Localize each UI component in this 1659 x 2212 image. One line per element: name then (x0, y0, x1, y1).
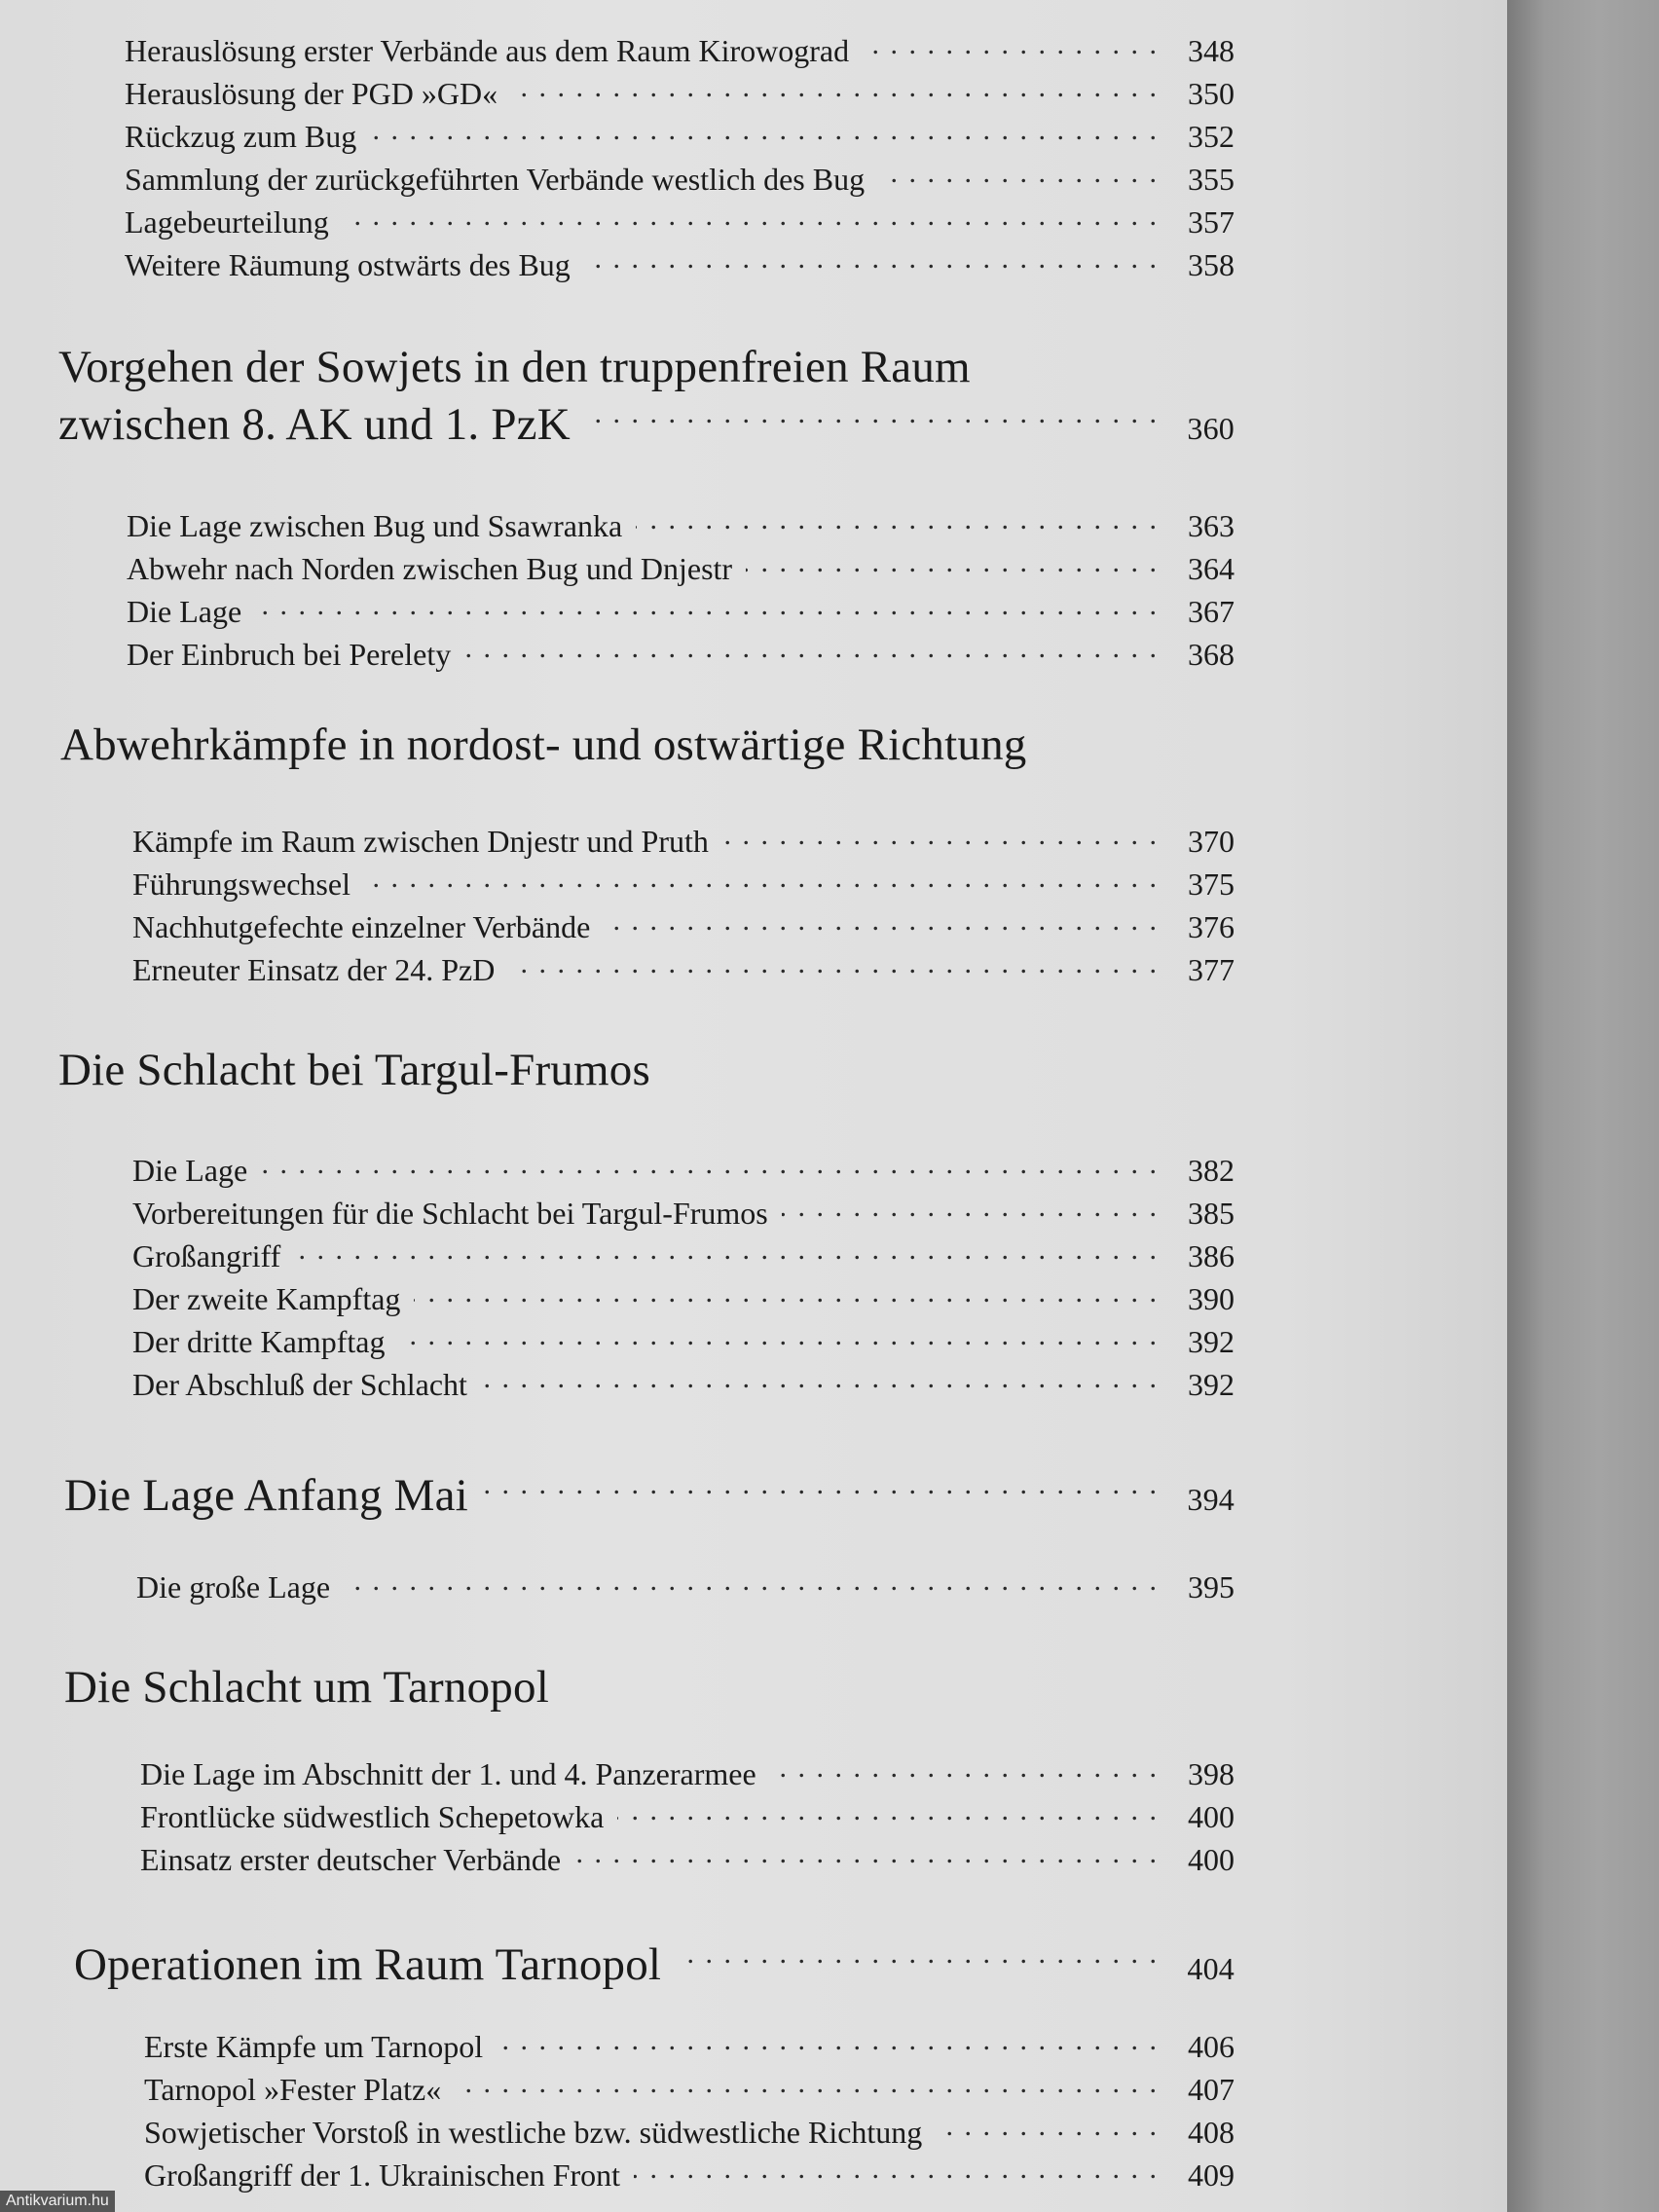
leader-dots (636, 505, 1159, 536)
leader-dots (398, 1321, 1159, 1352)
leader-dots (604, 906, 1159, 938)
leader-dots (508, 949, 1159, 980)
leader-dots (294, 1235, 1159, 1267)
toc-entries-3 (132, 1149, 1235, 1406)
toc-section-1 (58, 341, 1235, 455)
toc-entry: Erste Kämpfe um Tarnopol . . . 406 (144, 2025, 1235, 2068)
toc-entry: Lagebeurteilung . . . 357 (125, 201, 1235, 243)
leader-dots (482, 1464, 1159, 1510)
leader-dots (584, 244, 1159, 276)
toc-entry: Die Lage . . . 382 (132, 1149, 1235, 1192)
leader-dots (261, 1150, 1159, 1181)
toc-entry: Tarnopol »Fester Platz« . . . 407 (144, 2068, 1235, 2111)
leader-dots (634, 2155, 1159, 2186)
toc-entries-4 (136, 1566, 1235, 1608)
toc-entry: Großangriff der 1. Ukrainischen Front . . . 409 (144, 2154, 1235, 2196)
chapter-heading: Abwehrkämpfe in nordost- und ostwärtige Richtung (60, 719, 1027, 770)
toc-section-3 (58, 1044, 1235, 1096)
toc-entry: Die Lage . . . 367 (127, 590, 1235, 633)
toc-entries-6 (144, 2025, 1235, 2196)
toc-section-0 (125, 29, 1235, 286)
leader-dots (255, 591, 1159, 622)
leader-dots (511, 73, 1159, 104)
toc-entry: Erneuter Einsatz der 24. PzD . . . 377 (132, 948, 1235, 991)
leader-dots (344, 1567, 1159, 1598)
chapter-heading: Operationen im Raum Tarnopol . . . 404 (74, 1934, 1235, 1995)
leader-dots (481, 1364, 1159, 1395)
toc-section-5 (64, 1661, 1235, 1714)
leader-dots (863, 30, 1159, 61)
chapter-heading-line2: zwischen 8. AK und 1. PzK . . . 360 (58, 393, 1235, 455)
toc-section-2 (60, 719, 1235, 771)
leader-dots (455, 2069, 1159, 2100)
watermark: Antikvarium.hu (0, 2191, 115, 2212)
toc-entry: Herauslösung erster Verbände aus dem Raum Kirowograd . . . 348 (125, 29, 1235, 72)
toc-entry: Die große Lage . . . 395 (136, 1566, 1235, 1608)
toc-entry: Rückzug zum Bug . . . 352 (125, 115, 1235, 158)
leader-dots (746, 548, 1159, 579)
chapter-heading: Die Lage Anfang Mai . . . 394 (64, 1464, 1235, 1526)
toc-entry: Nachhutgefechte einzelner Verbände . . . 376 (132, 905, 1235, 948)
chapter-heading: Vorgehen der Sowjets in den truppenfreien Raum (58, 342, 971, 392)
leader-dots (574, 1839, 1159, 1870)
toc-entry: Der dritte Kampftag . . . 392 (132, 1320, 1235, 1363)
toc-entry: Der Einbruch bei Perelety . . . 368 (127, 633, 1235, 676)
leader-dots (936, 2112, 1159, 2143)
toc-entry: Herauslösung der PGD »GD« . . . 350 (125, 72, 1235, 115)
leader-dots (675, 1934, 1159, 1979)
leader-dots (770, 1753, 1159, 1785)
toc-entry: Abwehr nach Norden zwischen Bug und Dnjestr . . . 364 (127, 547, 1235, 590)
leader-dots (464, 634, 1159, 665)
toc-entry: Sowjetischer Vorstoß in westliche bzw. südwestliche Richtung . . . 408 (144, 2111, 1235, 2154)
leader-dots (782, 1193, 1159, 1224)
toc-entry: Führungswechsel . . . 375 (132, 863, 1235, 905)
leader-dots (722, 821, 1159, 852)
toc-entries-1 (127, 504, 1235, 676)
toc-entries-2 (132, 820, 1235, 991)
toc-entry: Frontlücke südwestlich Schepetowka . . . 400 (140, 1795, 1235, 1838)
leader-dots (584, 393, 1159, 439)
toc-section-4 (64, 1464, 1235, 1526)
toc-entry: Einsatz erster deutscher Verbände . . . 400 (140, 1838, 1235, 1881)
toc-entry: Die Lage im Abschnitt der 1. und 4. Panzerarmee . . . 398 (140, 1752, 1235, 1795)
toc-entry: Großangriff . . . 386 (132, 1235, 1235, 1277)
toc-section-6 (74, 1934, 1235, 1995)
page-edge-shadow (1507, 0, 1659, 2212)
toc-entry: Vorbereitungen für die Schlacht bei Targul-Frumos . . . 385 (132, 1192, 1235, 1235)
toc-entry: Die Lage zwischen Bug und Ssawranka . . . 363 (127, 504, 1235, 547)
leader-dots (617, 1796, 1159, 1827)
chapter-heading: Die Schlacht um Tarnopol (64, 1662, 549, 1713)
leader-dots (370, 116, 1159, 147)
toc-entries-5 (140, 1752, 1235, 1881)
leader-dots (497, 2026, 1159, 2057)
toc-entry: Sammlung der zurückgeführten Verbände westlich des Bug . . . 355 (125, 158, 1235, 201)
leader-dots (364, 864, 1159, 895)
leader-dots (878, 159, 1159, 190)
chapter-heading: Die Schlacht bei Targul-Frumos (58, 1045, 650, 1095)
toc-entry: Kämpfe im Raum zwischen Dnjestr und Pruth . . . 370 (132, 820, 1235, 863)
toc-entry: Der zweite Kampftag . . . 390 (132, 1277, 1235, 1320)
toc-entry: Der Abschluß der Schlacht . . . 392 (132, 1363, 1235, 1406)
leader-dots (414, 1278, 1159, 1309)
toc-entry: Weitere Räumung ostwärts des Bug . . . 358 (125, 243, 1235, 286)
leader-dots (343, 202, 1159, 233)
